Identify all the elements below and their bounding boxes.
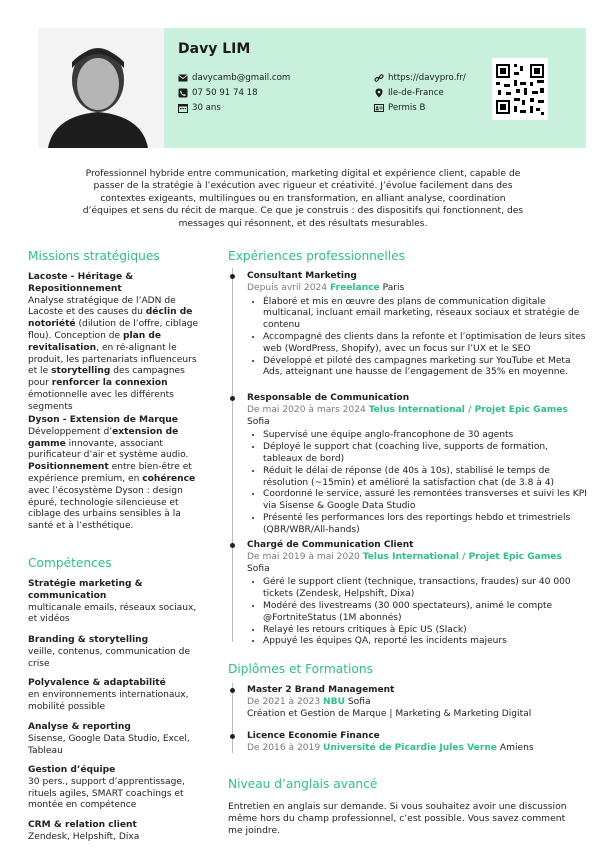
mission-highlight: storytelling bbox=[51, 366, 111, 377]
mission-text: des campagnes pour bbox=[28, 366, 185, 389]
english-section-title: Niveau d’anglais avancé bbox=[228, 777, 378, 791]
mission-text: (dilution de l’offre, ciblage flou). Conception de bbox=[28, 319, 199, 341]
job-dates: De mai 2020 à mars 2024 bbox=[247, 404, 366, 415]
degree-dates: De 2021 à 2023 bbox=[247, 696, 321, 707]
degree-school: NBU bbox=[323, 696, 345, 707]
qr-code[interactable] bbox=[492, 58, 548, 120]
phone-text: 07 50 91 74 18 bbox=[192, 88, 258, 98]
job-consultant bbox=[247, 271, 587, 379]
degree-city: Amiens bbox=[499, 742, 534, 753]
job-bullet: • Géré le support client (technique, transactions, fraudes) sur 40 000 tickets (Zendesk, Helpshift, Dixa) bbox=[263, 577, 587, 601]
timeline-dot bbox=[230, 734, 235, 739]
skill-item bbox=[28, 579, 208, 626]
skill-title: Branding & storytelling bbox=[28, 635, 149, 645]
job-dates: Depuis avril 2024 bbox=[247, 282, 328, 293]
education-timeline bbox=[232, 683, 233, 753]
job-charge bbox=[247, 540, 587, 648]
mission-text: entre bien-être et expérience premium, en bbox=[28, 462, 192, 484]
job-bullet: • Coordonné le service, assuré les remontées transverses et suivi les KPI via Sisense & Google Data Studio bbox=[263, 489, 587, 513]
envelope-icon bbox=[178, 73, 188, 83]
website-text: https://davypro.fr/ bbox=[388, 73, 466, 83]
job-bullet: • Appuyé les équipes QA, reporté les incidents majeurs bbox=[263, 636, 587, 648]
mission-title: Lacoste - Héritage & Repositionnement bbox=[28, 272, 134, 294]
experience-section-title: Expériences professionnelles bbox=[228, 249, 406, 263]
job-city: Sofia bbox=[247, 563, 270, 574]
mission-lacoste bbox=[28, 272, 208, 414]
degree-title: Licence Economie Finance bbox=[247, 731, 380, 741]
skill-item bbox=[28, 635, 208, 670]
skill-title: Gestion d’équipe bbox=[28, 765, 116, 775]
id-card-icon bbox=[374, 103, 384, 113]
job-bullet: • Accompagné des clients dans la refonte et l’optimisation de leurs sites web (WordPress, Shopify), avec un focus sur l’UX et le SEO bbox=[263, 332, 587, 356]
skill-title: Analyse & reporting bbox=[28, 722, 131, 732]
job-city: Paris bbox=[382, 282, 405, 293]
mission-text: innovante, associant purificateur d’air et système audio. bbox=[28, 438, 189, 461]
profile-photo bbox=[38, 28, 166, 148]
english-text: Entretien en anglais sur demande. Si vous souhaitez avoir une discussion même hors du champ professionnel, c’est possible. Vous savez comment me joindre. bbox=[228, 801, 567, 836]
experience-timeline bbox=[232, 268, 233, 642]
skill-text: Zendesk, Helpshift, Dixa bbox=[28, 831, 140, 842]
skill-item bbox=[28, 765, 208, 812]
mission-title: Dyson - Extension de Marque bbox=[28, 415, 178, 425]
skill-text: multicanale emails, réseaux sociaux, et vidéos bbox=[28, 602, 197, 625]
phone-icon bbox=[178, 88, 188, 98]
job-bullet: • Déployé le support chat (coaching live, supports de formation, tableaux de bord) bbox=[263, 442, 587, 466]
skill-text: 30 pers., support d’apprentissage, rituels agiles, SMART coachings et montée en compétence bbox=[28, 776, 185, 811]
mission-text: émotionnelle avec les différents segments bbox=[28, 389, 174, 412]
skill-item bbox=[28, 820, 208, 844]
skill-text: en environnements internationaux, mobilité possible bbox=[28, 689, 189, 712]
job-bullet: • Développé et piloté des campagnes marketing sur YouTube et Meta Ads, atteignant une hausse de l’engagement de 35% en moyenne. bbox=[263, 356, 587, 380]
mission-highlight: Positionnement bbox=[28, 462, 109, 473]
education-section-title: Diplômes et Formations bbox=[228, 662, 373, 676]
degree-title: Master 2 Brand Management bbox=[247, 685, 395, 695]
email-row[interactable] bbox=[178, 73, 290, 83]
skill-item bbox=[28, 678, 208, 713]
job-title: Consultant Marketing bbox=[247, 271, 357, 281]
job-bullet: • Présenté les performances lors des reportings hebdo et trimestriels (QBR/WBR/All-hands) bbox=[263, 513, 587, 537]
mission-dyson bbox=[28, 415, 208, 533]
link-icon bbox=[374, 73, 384, 83]
job-dates: De mai 2019 à mai 2020 bbox=[247, 551, 360, 562]
age-text: 30 ans bbox=[192, 103, 221, 113]
mission-highlight: cohérence bbox=[142, 473, 196, 484]
mission-text: avec l’écosystème Dyson : design épuré, technologie silencieuse et ciblage des urbains sensibles à la santé et à l’esthétique. bbox=[28, 485, 183, 532]
job-city: Sofia bbox=[247, 416, 270, 427]
job-bullet: • Élaboré et mis en œuvre des plans de communication digitale multicanal, incluant email marketing, réseaux sociaux et stratégie de contenu bbox=[263, 297, 587, 332]
education-licence bbox=[247, 731, 587, 755]
skill-title: CRM & relation client bbox=[28, 820, 137, 830]
profile-summary: Professionnel hybride entre communication, marketing digital et expérience client, capable de passer de la stratégie à l’exécution avec rigueur et créativité. J’évolue facilement dans des contextes exigeants, multilingues ou en transformation, en alliant analyse, coordination d’équipes et sens du récit de marque. Ce que je construis : des dispositifs qui fonctionnent, des messages qui résonnent, et des résultats mesurables. bbox=[82, 168, 524, 229]
phone-row[interactable] bbox=[178, 88, 258, 98]
job-title: Chargé de Communication Client bbox=[247, 540, 414, 550]
mission-highlight: renforcer la connexion bbox=[51, 378, 168, 389]
job-bullet: • Modéré des livestreams (30 000 spectateurs), animé le compte @FortniteStatus (1M abonnés) bbox=[263, 601, 587, 625]
timeline-dot bbox=[230, 688, 235, 693]
timeline-dot bbox=[230, 274, 235, 279]
timeline-dot bbox=[230, 396, 235, 401]
mission-highlight: déclin de notoriété bbox=[28, 307, 193, 330]
job-company: Telus International / Projet Epic Games bbox=[368, 404, 568, 415]
age-row bbox=[178, 103, 221, 113]
job-company: Telus International / Projet Epic Games bbox=[362, 551, 562, 562]
missions-section-title: Missions stratégiques bbox=[28, 249, 160, 263]
location-row bbox=[374, 88, 444, 98]
license-row bbox=[374, 103, 425, 113]
license-text: Permis B bbox=[388, 103, 426, 113]
mission-highlight: plan de revitalisation bbox=[28, 330, 162, 353]
mission-text: Développement d’ bbox=[28, 426, 113, 437]
job-bullet: • Supervisé une équipe anglo-francophone de 30 agents bbox=[263, 430, 587, 442]
mission-text: , en ré-alignant le produit, les partenariats influenceurs et le bbox=[28, 342, 197, 377]
skill-title: Polyvalence & adaptabilité bbox=[28, 678, 166, 688]
degree-detail: Création et Gestion de Marque | Marketing & Marketing Digital bbox=[247, 708, 532, 719]
website-row[interactable] bbox=[374, 73, 466, 83]
mission-text: Analyse stratégique de l’ADN de Lacoste et des causes du bbox=[28, 295, 176, 318]
skill-title: Stratégie marketing & communication bbox=[28, 579, 143, 601]
job-company: Freelance bbox=[329, 282, 380, 293]
skills-section-title: Compétences bbox=[28, 556, 112, 570]
job-bullet: • Réduit le délai de réponse (de 40s à 10s), stabilisé le temps de résolution (~15min) et amélioré la satisfaction chat (de 3.8 à 4) bbox=[263, 466, 587, 490]
skill-item bbox=[28, 722, 208, 757]
degree-school: Université de Picardie Jules Verne bbox=[323, 742, 497, 753]
mission-highlight: extension de gamme bbox=[28, 426, 179, 449]
skill-text: veille, contenus, communication de crise bbox=[28, 646, 191, 669]
education-master bbox=[247, 685, 587, 720]
job-title: Responsable de Communication bbox=[247, 393, 410, 403]
location-text: Ile-de-France bbox=[388, 88, 444, 98]
timeline-dot bbox=[230, 543, 235, 548]
job-bullet: • Relayé les retours critiques à Epic US (Slack) bbox=[263, 625, 587, 637]
degree-city: Sofia bbox=[347, 696, 371, 707]
calendar-icon bbox=[178, 103, 188, 113]
email-text: davycamb@gmail.com bbox=[192, 73, 291, 83]
job-responsable bbox=[247, 393, 587, 537]
skill-text: Sisense, Google Data Studio, Excel, Tableau bbox=[28, 733, 190, 756]
map-pin-icon bbox=[374, 88, 384, 98]
candidate-name: Davy LIM bbox=[178, 41, 251, 57]
degree-dates: De 2016 à 2019 bbox=[247, 742, 321, 753]
